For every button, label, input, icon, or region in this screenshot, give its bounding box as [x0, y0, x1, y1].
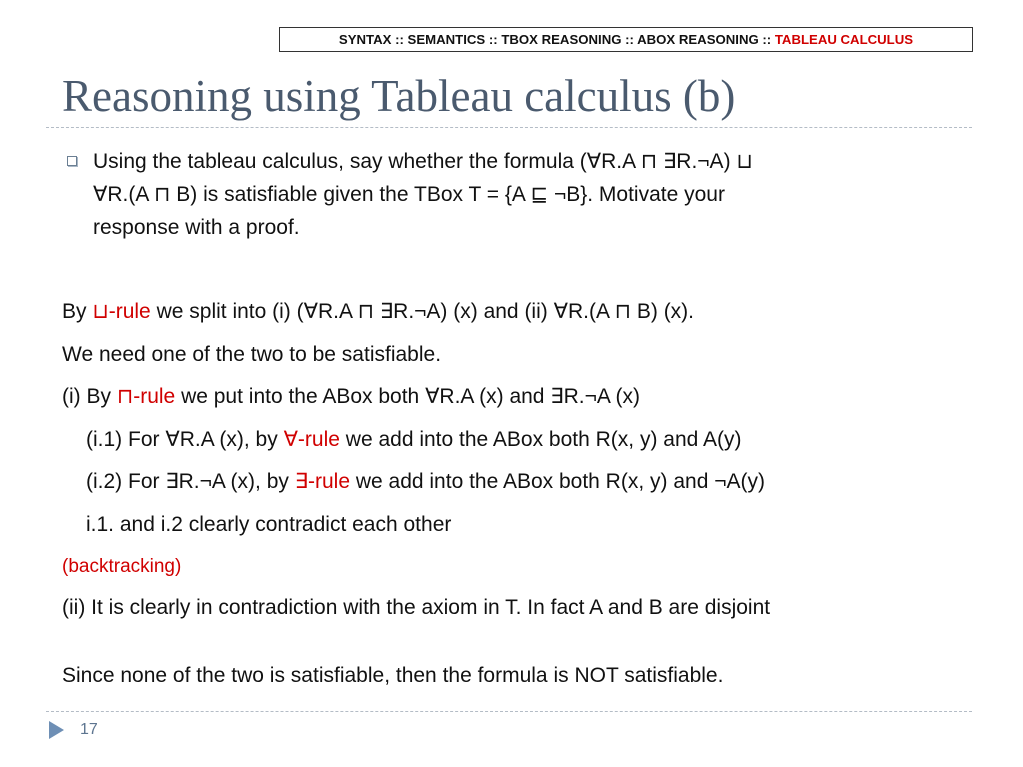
proof-line-contradiction: i.1. and i.2 clearly contradict each other	[86, 513, 452, 536]
slide-title: Reasoning using Tableau calculus (b)	[62, 71, 736, 121]
section-breadcrumb	[279, 27, 973, 52]
proof-line-case-i: (i) By ⊓-rule we put into the ABox both ∀R.A (x) and ∃R.¬A (x)	[62, 385, 641, 408]
triangle-right-icon	[49, 721, 64, 739]
proof-conclusion: Since none of the two is satisfiable, then the formula is NOT satisfiable.	[62, 664, 724, 687]
proof-line-need: We need one of the two to be satisfiable.	[62, 343, 442, 366]
footer-divider	[46, 711, 972, 712]
intersection-rule-label: ⊓-rule	[116, 385, 176, 408]
exists-rule-label: ∃-rule	[294, 470, 350, 493]
forall-rule-label: ∀-rule	[283, 428, 340, 451]
square-bullet-icon	[67, 156, 77, 166]
union-rule-label: ⊔-rule	[92, 300, 151, 323]
proof-line-case-i2: (i.2) For ∃R.¬A (x), by ∃-rule we add into the ABox both R(x, y) and ¬A(y)	[86, 470, 765, 493]
proof-line-case-i1: (i.1) For ∀R.A (x), by ∀-rule we add into the ABox both R(x, y) and A(y)	[86, 428, 742, 451]
exercise-question: Using the tableau calculus, say whether the formula (∀R.A ⊓ ∃R.¬A) ⊔ ∀R.(A ⊓ B) is satisfiable given the TBox T = {A ⊑ ¬B}. Motivate your response with a proof.	[93, 150, 753, 239]
breadcrumb-active-section: TABLEAU CALCULUS	[774, 32, 914, 47]
backtracking-note: (backtracking)	[62, 556, 182, 577]
title-divider	[46, 127, 972, 128]
breadcrumb-sections: SYNTAX :: SEMANTICS :: TBOX REASONING :: ABOX REASONING ::	[338, 32, 775, 47]
page-number: 17	[80, 721, 98, 738]
proof-line-split: By ⊔-rule we split into (i) (∀R.A ⊓ ∃R.¬A) (x) and (ii) ∀R.(A ⊓ B) (x).	[62, 300, 695, 323]
proof-line-case-ii: (ii) It is clearly in contradiction with the axiom in T. In fact A and B are disjoint	[62, 596, 771, 619]
